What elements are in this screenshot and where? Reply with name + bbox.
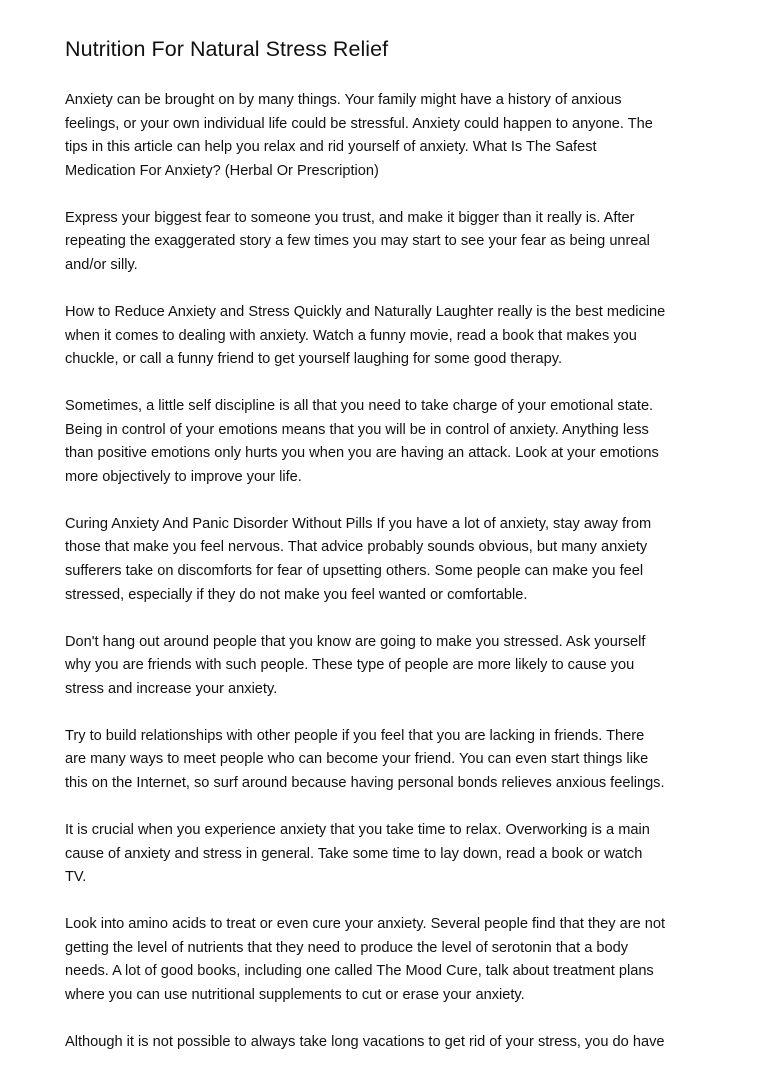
text-line: getting the level of nutrients that they need to produce the level of serotonin that a body bbox=[65, 939, 629, 956]
text-line: when it comes to dealing with anxiety. Watch a funny movie, read a book that makes you bbox=[65, 327, 637, 344]
document-title: Nutrition For Natural Stress Relief bbox=[65, 37, 389, 61]
text-line: It is crucial when you experience anxiety that you take time to relax. Overworking is a main bbox=[65, 821, 650, 838]
text-line: Although it is not possible to always take long vacations to get rid of your stress, you do have bbox=[65, 1033, 665, 1050]
paragraph bbox=[65, 819, 715, 890]
text-line: TV. bbox=[65, 869, 87, 886]
paragraph bbox=[65, 513, 715, 607]
paragraph bbox=[65, 1031, 715, 1055]
paragraph bbox=[65, 725, 715, 796]
text-line: How to Reduce Anxiety and Stress Quickly and Naturally Laughter really is the best medicine bbox=[65, 303, 666, 320]
text-line: Curing Anxiety And Panic Disorder Without Pills If you have a lot of anxiety, stay away from bbox=[65, 515, 652, 532]
text-line: Being in control of your emotions means that you will be in control of anxiety. Anything less bbox=[65, 421, 649, 438]
paragraph bbox=[65, 913, 715, 1007]
text-line: cause of anxiety and stress in general. Take some time to lay down, read a book or watch bbox=[65, 845, 643, 862]
text-line: than positive emotions only hurts you when you are having an attack. Look at your emotions bbox=[65, 445, 659, 462]
text-line: tips in this article can help you relax and rid yourself of anxiety. What Is The Safest bbox=[65, 139, 597, 156]
text-line: repeating the exaggerated story a few times you may start to see your fear as being unreal bbox=[65, 233, 650, 250]
text-line: Don't hang out around people that you know are going to make you stressed. Ask yourself bbox=[65, 633, 646, 650]
text-line: stressed, especially if they do not make you feel wanted or comfortable. bbox=[65, 586, 528, 603]
text-line: Express your biggest fear to someone you trust, and make it bigger than it really is. After bbox=[65, 209, 635, 226]
text-line: Try to build relationships with other people if you feel that you are lacking in friends. There bbox=[65, 727, 645, 744]
text-line: stress and increase your anxiety. bbox=[65, 680, 278, 697]
text-line: and/or silly. bbox=[65, 256, 138, 273]
text-line: those that make you feel nervous. That advice probably sounds obvious, but many anxiety bbox=[65, 539, 648, 556]
paragraph bbox=[65, 207, 715, 278]
paragraph bbox=[65, 631, 715, 702]
text-line: where you can use nutritional supplements to cut or erase your anxiety. bbox=[65, 986, 525, 1003]
text-line: feelings, or your own individual life could be stressful. Anxiety could happen to anyone. The bbox=[65, 115, 653, 132]
document-body bbox=[65, 89, 715, 1055]
text-line: are many ways to meet people who can become your friend. You can even start things like bbox=[65, 751, 649, 768]
text-line: sufferers take on discomforts for fear of upsetting others. Some people can make you feel bbox=[65, 563, 644, 580]
text-line: more objectively to improve your life. bbox=[65, 468, 302, 485]
paragraph bbox=[65, 89, 715, 183]
text-line: why you are friends with such people. These type of people are more likely to cause you bbox=[65, 657, 635, 674]
paragraph bbox=[65, 301, 715, 372]
text-line: Sometimes, a little self discipline is all that you need to take charge of your emotional state. bbox=[65, 398, 654, 415]
text-line: chuckle, or call a funny friend to get yourself laughing for some good therapy. bbox=[65, 351, 563, 368]
text-line: Medication For Anxiety? (Herbal Or Prescription) bbox=[65, 162, 379, 179]
text-line: Look into amino acids to treat or even cure your anxiety. Several people find that they are not bbox=[65, 916, 666, 933]
text-line: this on the Internet, so surf around because having personal bonds relieves anxious feelings. bbox=[65, 775, 665, 791]
text-line: needs. A lot of good books, including one called The Mood Cure, talk about treatment plans bbox=[65, 963, 654, 980]
paragraph bbox=[65, 395, 715, 489]
document-page bbox=[65, 36, 715, 1078]
text-line: Anxiety can be brought on by many things. Your family might have a history of anxious bbox=[65, 92, 622, 108]
